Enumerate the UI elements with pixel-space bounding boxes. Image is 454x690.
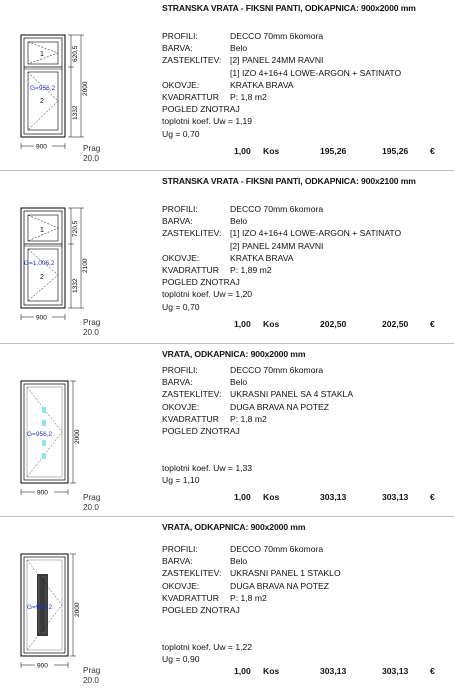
currency: € — [430, 492, 435, 502]
glass-coefficient: Ug = 0,90 — [162, 653, 200, 664]
item-totals — [162, 146, 450, 158]
total-height-label: 2100 — [82, 258, 89, 273]
width-label: 900 — [37, 662, 48, 670]
total-height-label: 2000 — [74, 602, 81, 617]
threshold-label: Prag 20.0 — [83, 144, 101, 163]
door-drawing-1 — [0, 0, 160, 170]
prop-label: ZASTEKLITEV: — [162, 228, 222, 239]
currency: € — [430, 146, 435, 156]
prop-value: P: 1,89 m2 — [230, 265, 272, 276]
prop-label: BARVA: — [162, 216, 193, 227]
prop-label: PROFILI: — [162, 544, 198, 554]
unit-price: 195,26 — [320, 146, 347, 156]
prop-label: KVADRATTUR — [162, 92, 219, 103]
pane-number: 1 — [40, 51, 44, 58]
line-total: 202,50 — [382, 319, 409, 329]
width-label: 900 — [36, 314, 47, 322]
thermal-coefficient: toplotni koef. Uw = 1,22 — [162, 641, 253, 652]
prop-label — [162, 240, 230, 252]
item-totals — [162, 492, 450, 504]
prop-label: PROFILI: — [162, 31, 198, 41]
unit-price: 303,13 — [320, 666, 347, 676]
view-note: POGLED ZNOTRAJ — [162, 277, 240, 288]
prop-label: ZASTEKLITEV: — [162, 568, 222, 579]
door-drawing-3 — [0, 344, 160, 516]
line-total: 195,26 — [382, 146, 409, 156]
prop-label: OKOVJE: — [162, 79, 200, 90]
thermal-coefficient: toplotni koef. Uw = 1,19 — [162, 116, 253, 127]
offer-item-2 — [0, 171, 454, 343]
prop-value: Belo — [230, 377, 248, 388]
glass-coefficient: Ug = 0,70 — [162, 128, 200, 139]
prop-label: BARVA: — [162, 43, 193, 54]
pane-number: 2 — [40, 98, 44, 105]
unit: Kos — [263, 319, 280, 329]
prop-value: [2] PANEL 24MM RAVNI — [230, 55, 324, 66]
prop-value: DUGA BRAVA NA POTEZ — [230, 401, 330, 412]
prop-value: Belo — [230, 556, 248, 567]
item-title: VRATA, ODKAPNICA: 900x2000 mm — [162, 349, 306, 359]
glass-dimension-label: G=1.006,2 — [24, 260, 55, 267]
glass-coefficient: Ug = 0,70 — [162, 301, 200, 312]
prop-label: BARVA: — [162, 556, 193, 567]
prop-label: OKOVJE: — [162, 580, 200, 591]
lower-height-label: 1332 — [72, 105, 79, 120]
total-height-label: 2000 — [74, 429, 81, 444]
offer-item-1 — [0, 0, 454, 170]
prop-label — [162, 67, 230, 79]
unit: Kos — [263, 146, 280, 156]
prop-value: DECCO 70mm 6komora — [230, 31, 324, 41]
glass-dimension-label: G=956,2 — [30, 85, 56, 92]
unit-price: 202,50 — [320, 319, 347, 329]
prop-label: ZASTEKLITEV: — [162, 55, 222, 66]
view-note: POGLED ZNOTRAJ — [162, 104, 240, 115]
item-totals — [162, 319, 450, 331]
quantity: 1,00 — [234, 146, 251, 156]
prop-label: KVADRATTUR — [162, 265, 219, 276]
prop-value: [2] PANEL 24MM RAVNI — [230, 240, 324, 251]
prop-label: PROFILI: — [162, 365, 198, 375]
upper-height-label: 620,5 — [72, 45, 79, 62]
item-title: STRANSKA VRATA - FIKSNI PANTI, ODKAPNICA: 900x2000 mm — [162, 3, 416, 13]
door-drawing-4 — [0, 517, 160, 690]
item-title: VRATA, ODKAPNICA: 900x2000 mm — [162, 522, 306, 532]
prop-label: KVADRATTUR — [162, 413, 219, 424]
quantity: 1,00 — [234, 492, 251, 502]
quantity: 1,00 — [234, 666, 251, 676]
prop-value: P: 1,8 m2 — [230, 592, 267, 603]
prop-value: UKRASNI PANEL 1 STAKLO — [230, 568, 341, 579]
pane-number: 1 — [40, 227, 44, 234]
prop-value: DECCO 70mm 6komora — [230, 365, 324, 375]
prop-value: KRATKA BRAVA — [230, 79, 294, 90]
prop-label: OKOVJE: — [162, 252, 200, 263]
unit: Kos — [263, 492, 280, 502]
unit-price: 303,13 — [320, 492, 347, 502]
prop-value: UKRASNI PANEL SA 4 STAKLA — [230, 389, 354, 400]
prop-value: DUGA BRAVA NA POTEZ — [230, 580, 330, 591]
threshold-label: Prag 20.0 — [83, 666, 101, 685]
prop-label: OKOVJE: — [162, 401, 200, 412]
item-properties — [162, 30, 450, 140]
item-properties — [162, 543, 450, 665]
view-note: POGLED ZNOTRAJ — [162, 605, 240, 616]
prop-value: [1] IZO 4+16+4 LOWE-ARGON + SATINATO — [230, 67, 402, 78]
prop-value: DECCO 70mm 6komora — [230, 544, 324, 554]
glass-coefficient: Ug = 1,10 — [162, 474, 200, 485]
threshold-label: Prag 20.0 — [83, 318, 101, 337]
prop-label: PROFILI: — [162, 204, 198, 214]
item-properties — [162, 364, 450, 486]
line-total: 303,13 — [382, 492, 409, 502]
line-total: 303,13 — [382, 666, 409, 676]
prop-label: ZASTEKLITEV: — [162, 389, 222, 400]
item-properties — [162, 203, 450, 313]
prop-value: Belo — [230, 216, 248, 227]
quantity: 1,00 — [234, 319, 251, 329]
item-title: STRANSKA VRATA - FIKSNI PANTI, ODKAPNICA: 900x2100 mm — [162, 176, 416, 186]
prop-value: [1] IZO 4+16+4 LOWE-ARGON + SATINATO — [230, 228, 402, 239]
prop-label: KVADRATTUR — [162, 592, 219, 603]
glass-dimension-label: G=956,2 — [27, 604, 53, 611]
thermal-coefficient: toplotni koef. Uw = 1,33 — [162, 462, 253, 473]
item-totals — [162, 666, 450, 678]
pane-number: 2 — [40, 274, 44, 281]
currency: € — [430, 319, 435, 329]
prop-value: KRATKA BRAVA — [230, 252, 294, 263]
thermal-coefficient: toplotni koef. Uw = 1,20 — [162, 289, 253, 300]
offer-item-3 — [0, 344, 454, 516]
currency: € — [430, 666, 435, 676]
lower-height-label: 1332 — [72, 278, 79, 293]
total-height-label: 2000 — [82, 81, 89, 96]
prop-value: DECCO 70mm 6komora — [230, 204, 324, 214]
view-note: POGLED ZNOTRAJ — [162, 426, 240, 437]
upper-height-label: 720,5 — [72, 220, 79, 237]
prop-value: P: 1,8 m2 — [230, 413, 267, 424]
prop-value: P: 1,8 m2 — [230, 92, 267, 103]
prop-value: Belo — [230, 43, 248, 54]
width-label: 900 — [37, 489, 48, 497]
door-drawing-2 — [0, 171, 160, 343]
threshold-label: Prag 20.0 — [83, 493, 101, 512]
glass-dimension-label: G=956,2 — [27, 431, 53, 438]
prop-label: BARVA: — [162, 377, 193, 388]
unit: Kos — [263, 666, 280, 676]
offer-item-4 — [0, 517, 454, 690]
width-label: 900 — [36, 143, 47, 151]
